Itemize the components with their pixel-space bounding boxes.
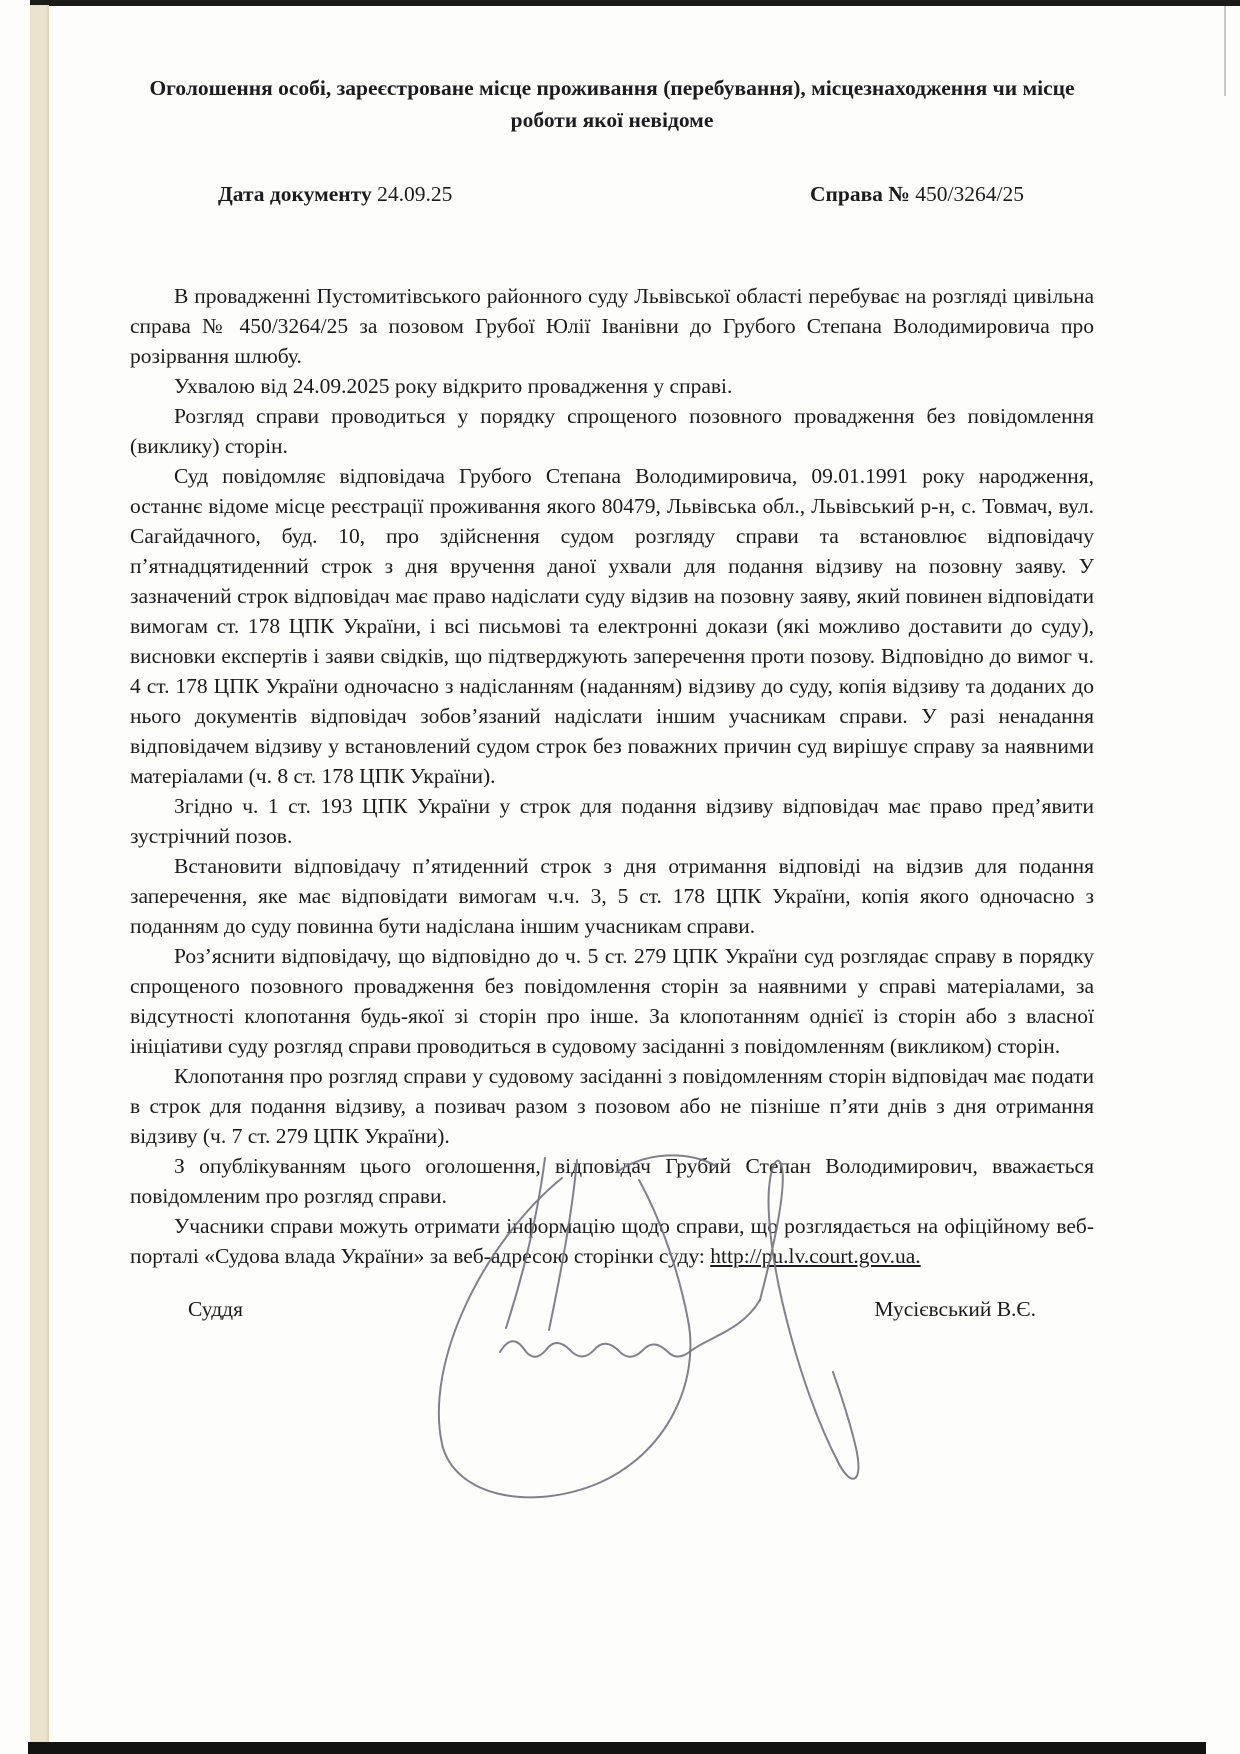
document-body xyxy=(130,281,1094,1271)
judge-name: Мусієвський В.Є. xyxy=(874,1297,1036,1321)
paragraph-case-intro: В провадженні Пустомитівського районного суду Львівської області перебуває на розгляді цивільна справа № 450/3264/25 за позовом Грубої Юлії Іванівни до Грубого Степана Володимировича про розірвання шлюбу. xyxy=(130,284,1094,368)
paragraph-clarification: Роз’яснити відповідачу, що відповідно до ч. 5 ст. 279 ЦПК України суд розглядає справу в порядку спрощеного позовного провадження без повідомлення сторін за наявними у справі матеріалами, за відсутності клопотання будь-якої зі сторін про інше. За клопотанням однієї із сторін або з власної ініціативи суду розгляд справи проводиться в судовому засіданні з повідомленням (викликом) сторін. xyxy=(130,944,1094,1058)
document-meta-row xyxy=(130,182,1094,207)
paragraph-motion-term: Клопотання про розгляд справи у судовому засіданні з повідомленням сторін відповідач має подати в строк для подання відзиву, а позивач разом з позовом або не пізніше п’яти днів з дня отримання відзиву (ч. 7 ст. 279 ЦПК України). xyxy=(130,1064,1094,1148)
scan-edge-bottom xyxy=(28,1742,1206,1754)
case-number xyxy=(810,182,1024,207)
paragraph-defendant-notice: Суд повідомляє відповідача Грубого Степана Володимировича, 09.01.1991 року народження, останнє відоме місце реєстрації проживання якого 80479, Львівська обл., Львівський р-н, с. Товмач, вул. Сагайдачного, буд. 10, про здійснення судом розгляду справи та встановлює відповідачу п’ятнадцятиденний строк з дня вручення даної ухвали для подання відзиву на позовну заяву. У зазначений строк відповідач має право надіслати суду відзив на позовну заяву, який повинен відповідати вимогам ст. 178 ЦПК України, і всі письмові та електронні докази (які можливо доставити до суду), висновки експертів і заяви свідків, що підтверджують заперечення проти позову. Відповідно до вимог ч. 4 ст. 178 ЦПК України одночасно з надісланням (наданням) відзиву до суду, копія відзиву та доданих до нього документів відповідач зобов’язаний надіслати іншим учасникам справи. У разі ненадання відповідачем відзиву у встановлений судом строк без поважних причин суд вирішує справу за наявними матеріалами (ч. 8 ст. 178 ЦПК України). xyxy=(130,464,1094,788)
document-date-value: 24.09.25 xyxy=(377,182,453,206)
case-number-value: 450/3264/25 xyxy=(915,182,1024,206)
paragraph-publication-notice: З опублікуванням цього оголошення, відповідач Грубий Степан Володимирович, вважається повідомленим про розгляд справи. xyxy=(130,1154,1094,1208)
paragraph-ruling-date: Ухвалою від 24.09.2025 року відкрито провадження у справі. xyxy=(174,374,733,398)
paragraph-counterclaim-right: Згідно ч. 1 ст. 193 ЦПК України у строк для подання відзиву відповідач має право пред’явити зустрічний позов. xyxy=(130,794,1094,848)
paragraph-portal-info xyxy=(130,1211,1094,1271)
judge-role-label: Суддя xyxy=(188,1297,243,1321)
scan-edge-right xyxy=(1224,6,1226,96)
document-date xyxy=(218,182,452,207)
court-website-link[interactable]: http://pu.lv.court.gov.ua. xyxy=(710,1244,921,1268)
document-date-label: Дата документу xyxy=(218,182,372,206)
paragraph-objection-term: Встановити відповідачу п’ятиденний строк з дня отримання відповіді на відзив для подання заперечення, яке має відповідати вимогам ч.ч. 3, 5 ст. 178 ЦПК України, копія якого одночасно з поданням до суду повинна бути надіслана іншим учасникам справи. xyxy=(130,854,1094,938)
scan-edge-left xyxy=(30,5,49,1743)
case-number-label: Справа № xyxy=(809,182,910,206)
signature-row xyxy=(130,1297,1094,1322)
portal-info-text: Учасники справи можуть отримати інформацію щодо справи, що розглядається на офіційному веб-порталі «Судова влада України» за веб-адресою сторінки суду: xyxy=(130,1214,1094,1268)
court-announcement-document xyxy=(130,72,1094,1322)
scan-edge-top xyxy=(30,0,1240,6)
document-title: Оголошення особі, зареєстроване місце проживання (перебування), місцезнаходження чи місце роботи якої невідоме xyxy=(149,76,1075,132)
paragraph-proceeding-order: Розгляд справи проводиться у порядку спрощеного позовного провадження без повідомлення (виклику) сторін. xyxy=(130,404,1094,458)
